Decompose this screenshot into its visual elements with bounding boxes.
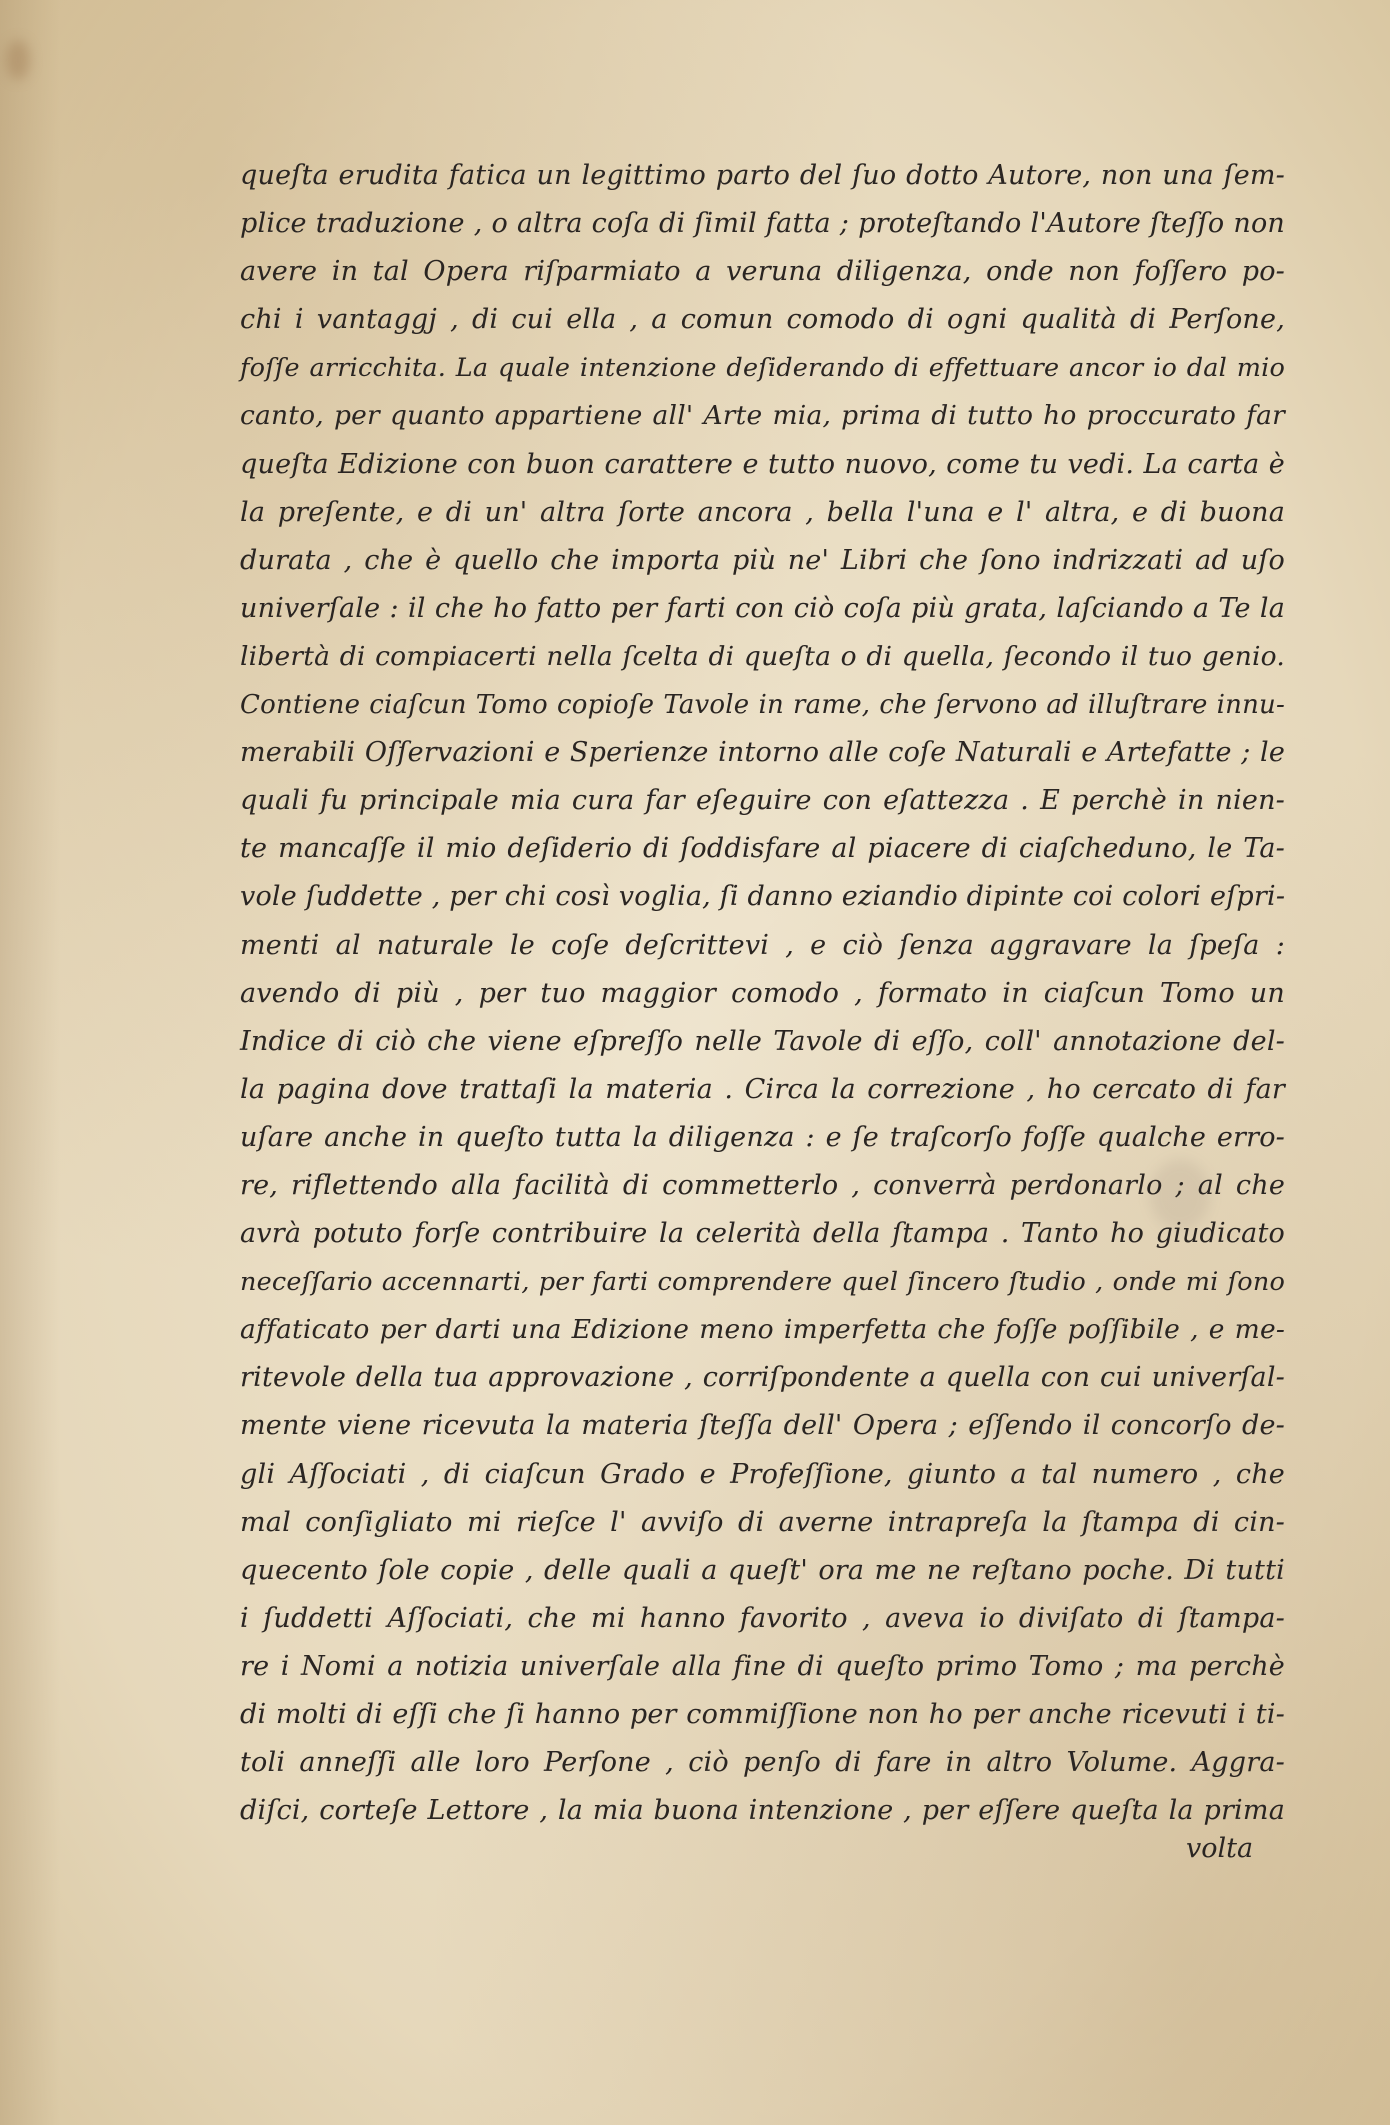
body-text [240,152,1285,1835]
text-line: merabili Oſſervazioni e Sperienze intorno alle coſe Naturali e Artefatte ; le [240,737,1285,769]
text-line: vole ſuddette , per chi così voglia, ſi danno eziandio dipinte coi colori eſpri- [240,881,1286,913]
text-line: te mancaſſe il mio deſiderio di ſoddisfare al piacere di ciaſcheduno, le Ta- [240,833,1285,865]
catchword: volta [1186,1833,1254,1864]
text-line: menti al naturale le coſe deſcrittevi , e ciò ſenza aggravare la ſpeſa : [240,929,1285,961]
text-line: uſare anche in queſto tutta la diligenza : e ſe traſcorſo foſſe qualche erro- [240,1121,1285,1153]
text-line: di molti di eſſi che ſi hanno per commiſſione non ho per anche ricevuti i ti- [240,1699,1285,1730]
text-line: Indice di ciò che viene eſpreſſo nelle Tavole di eſſo, coll' annotazione del- [240,1025,1285,1057]
text-line: quecento ſole copie , delle quali a queſt' ora me ne reſtano poche. Di tutti [240,1554,1285,1586]
text-line: plice traduzione , o altra coſa di ſimil fatta ; proteſtando l'Autore ſteſſo non [240,208,1285,240]
text-line: avendo di più , per tuo maggior comodo , formato in ciaſcun Tomo un [240,977,1285,1009]
page-edge-shadow [0,0,60,2125]
text-line: durata , che è quello che importa più ne' Libri che ſono indrizzati ad uſo [240,544,1285,576]
text-line: univerſale : il che ho fatto per farti con ciò coſa più grata, laſciando a Te la [240,592,1285,624]
text-line: quali fu principale mia cura far eſeguire con eſattezza . E perchè in nien- [240,785,1285,817]
text-line: mente viene ricevuta la materia ſteſſa dell' Opera ; eſſendo il concorſo de- [240,1410,1285,1442]
text-line: queſta erudita fatica un legittimo parto del ſuo dotto Autore, non una ſem- [240,160,1285,191]
text-line: i ſuddetti Aſſociati, che mi hanno favorito , aveva io diviſato di ſtampa- [240,1602,1285,1634]
foxing-spot [6,40,30,80]
text-line: toli anneſſi alle loro Perſone , ciò penſo di fare in altro Volume. Aggra- [240,1747,1285,1779]
text-line: re, riflettendo alla facilità di commetterlo , converrà perdonarlo ; al che [240,1169,1285,1201]
text-line: Contiene ciaſcun Tomo copioſe Tavole in rame, che ſervono ad illuſtrare innu- [240,690,1285,721]
text-line: foſſe arricchita. La quale intenzione deſiderando di effettuare ancor io dal mio [240,353,1285,384]
text-line: queſta Edizione con buon carattere e tutto nuovo, come tu vedi. La carta è [240,448,1285,480]
text-line: diſci, corteſe Lettore , la mia buona intenzione , per eſſere queſta la prima [240,1795,1285,1827]
text-line: libertà di compiacerti nella ſcelta di queſta o di quella, ſecondo il tuo genio. [240,640,1285,672]
text-line: mal conſigliato mi rieſce l' avviſo di averne intrapreſa la ſtampa di cin- [240,1506,1285,1538]
text-line: canto, per quanto appartiene all' Arte mia, prima di tutto ho proccurato far [240,400,1285,432]
text-line: neceſſario accennarti, per farti comprendere quel ſincero ſtudio , onde mi ſono [240,1267,1285,1298]
text-line: ritevole della tua approvazione , corriſpondente a quella con cui univerſal- [240,1362,1285,1394]
text-line: la pagina dove trattaſi la materia . Circa la correzione , ho cercato di far [240,1073,1285,1105]
text-line: gli Aſſociati , di ciaſcun Grado e Profeſſione, giunto a tal numero , che [240,1458,1285,1490]
text-line: chi i vantaggj , di cui ella , a comun comodo di ogni qualità di Perſone, [240,304,1285,336]
text-line: affaticato per darti una Edizione meno imperfetta che foſſe poſſibile , e me- [240,1314,1285,1346]
text-line: la preſente, e di un' altra ſorte ancora , bella l'una e l' altra, e di buona [240,496,1285,528]
text-line: avere in tal Opera riſparmiato a veruna diligenza, onde non foſſero po- [240,256,1285,288]
text-line: avrà potuto forſe contribuire la celerità della ſtampa . Tanto ho giudicato [240,1218,1285,1250]
text-line: re i Nomi a notizia univerſale alla fine di queſto primo Tomo ; ma perchè [240,1650,1285,1682]
